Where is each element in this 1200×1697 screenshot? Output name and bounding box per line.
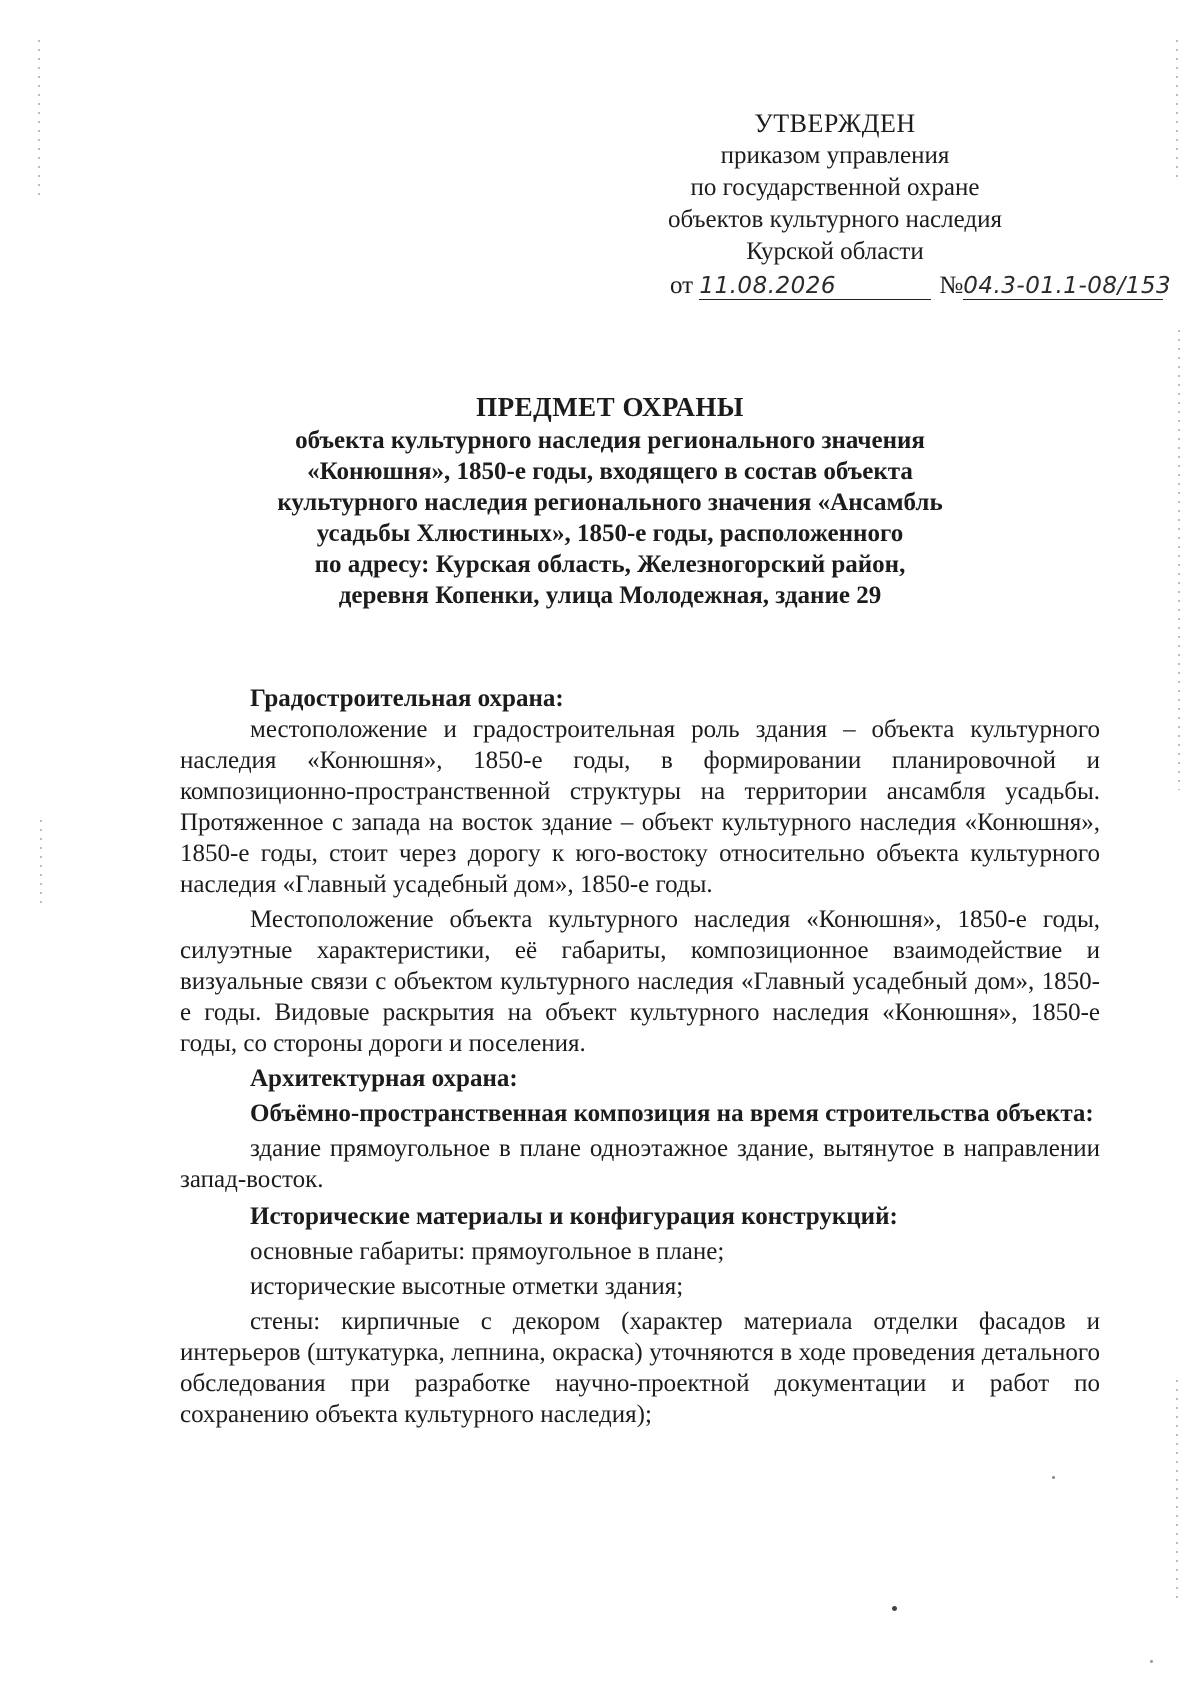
document-title-block xyxy=(180,392,1040,611)
order-number-field xyxy=(963,273,1172,300)
approved-heading: УТВЕРЖДЕН xyxy=(754,109,916,138)
order-number: 04.3-01.1-08/153 xyxy=(963,273,1172,299)
scan-edge-right-lower xyxy=(1176,1380,1178,1600)
heading-architectural-protection: Архитектурная охрана: xyxy=(250,1065,518,1092)
number-label: № xyxy=(939,272,964,299)
paragraph-building-shape: здание прямоугольное в плане одноэтажное здание, вытянутое в направлении запад-восток. xyxy=(180,1135,1100,1193)
order-date-line xyxy=(670,270,1172,302)
document-title: ПРЕДМЕТ ОХРАНЫ xyxy=(476,392,744,422)
approval-line-1: приказом управления xyxy=(720,142,950,169)
approval-block xyxy=(600,108,1172,302)
scan-edge-right xyxy=(1176,40,1178,180)
title-line-3: культурного наследия регионального значения «Ансамбль xyxy=(277,489,943,516)
title-line-4: усадьбы Хлюстиных», 1850-е годы, расположенного xyxy=(316,520,904,547)
title-line-1: объекта культурного наследия регионального значения xyxy=(295,427,925,454)
from-label: от xyxy=(670,272,694,299)
title-line-6: деревня Копенки, улица Молодежная, здание 29 xyxy=(338,582,882,609)
approval-line-3: объектов культурного наследия xyxy=(668,206,1002,233)
title-line-5: по адресу: Курская область, Железногорский район, xyxy=(314,551,906,578)
scan-edge-right-mid xyxy=(1178,330,1180,790)
list-item-dimensions: основные габариты: прямоугольное в плане; xyxy=(250,1238,725,1265)
scan-speck xyxy=(892,1606,897,1611)
scan-speck xyxy=(1150,1660,1153,1663)
heading-urban-protection: Градостроительная охрана: xyxy=(250,685,564,712)
title-line-2: «Конюшня», 1850-е годы, входящего в состав объекта xyxy=(307,458,913,485)
order-date: 11.08.2026 xyxy=(699,273,837,299)
list-item-walls: стены: кирпичные с декором (характер материала отделки фасадов и интерьеров (штукатурка, лепнина, окраска) уточняются в ходе проведения детального обследования при разработке научно-проектной документации и работ по сохранению объекта культурного наследия); xyxy=(180,1308,1100,1428)
scan-edge-left-lower xyxy=(40,820,42,910)
approval-line-4: Курской области xyxy=(746,238,924,265)
approval-line-2: по государственной охране xyxy=(690,174,980,201)
heading-historical-materials: Исторические материалы и конфигурация конструкций: xyxy=(250,1203,898,1230)
scan-speck xyxy=(1052,1476,1055,1479)
order-date-field xyxy=(699,273,931,300)
list-item-height-marks: исторические высотные отметки здания; xyxy=(250,1273,684,1300)
document-body xyxy=(180,683,1100,1430)
scan-edge-left xyxy=(38,40,40,200)
paragraph-urban-role: местоположение и градостроительная роль здания – объекта культурного наследия «Конюшня», 1850-е годы, в формировании планировочной и композиционно-пространственной структуры на территории ансамбля усадьбы. Протяженное с запада на восток здание – объект культурного наследия «Конюшня», 1850-е годы, стоит через дорогу к юго-востоку относительно объекта культурного наследия «Главный усадебный дом», 1850-е годы. xyxy=(180,716,1100,898)
paragraph-location: Местоположение объекта культурного наследия «Конюшня», 1850-е годы, силуэтные характеристики, её габариты, композиционное взаимодействие и визуальные связи с объектом культурного наследия «Главный усадебный дом», 1850-е годы. Видовые раскрытия на объект культурного наследия «Конюшня», 1850-е годы, со стороны дороги и поселения. xyxy=(180,906,1100,1057)
heading-volume-composition: Объёмно-пространственная композиция на время строительства объекта: xyxy=(250,1100,1094,1127)
